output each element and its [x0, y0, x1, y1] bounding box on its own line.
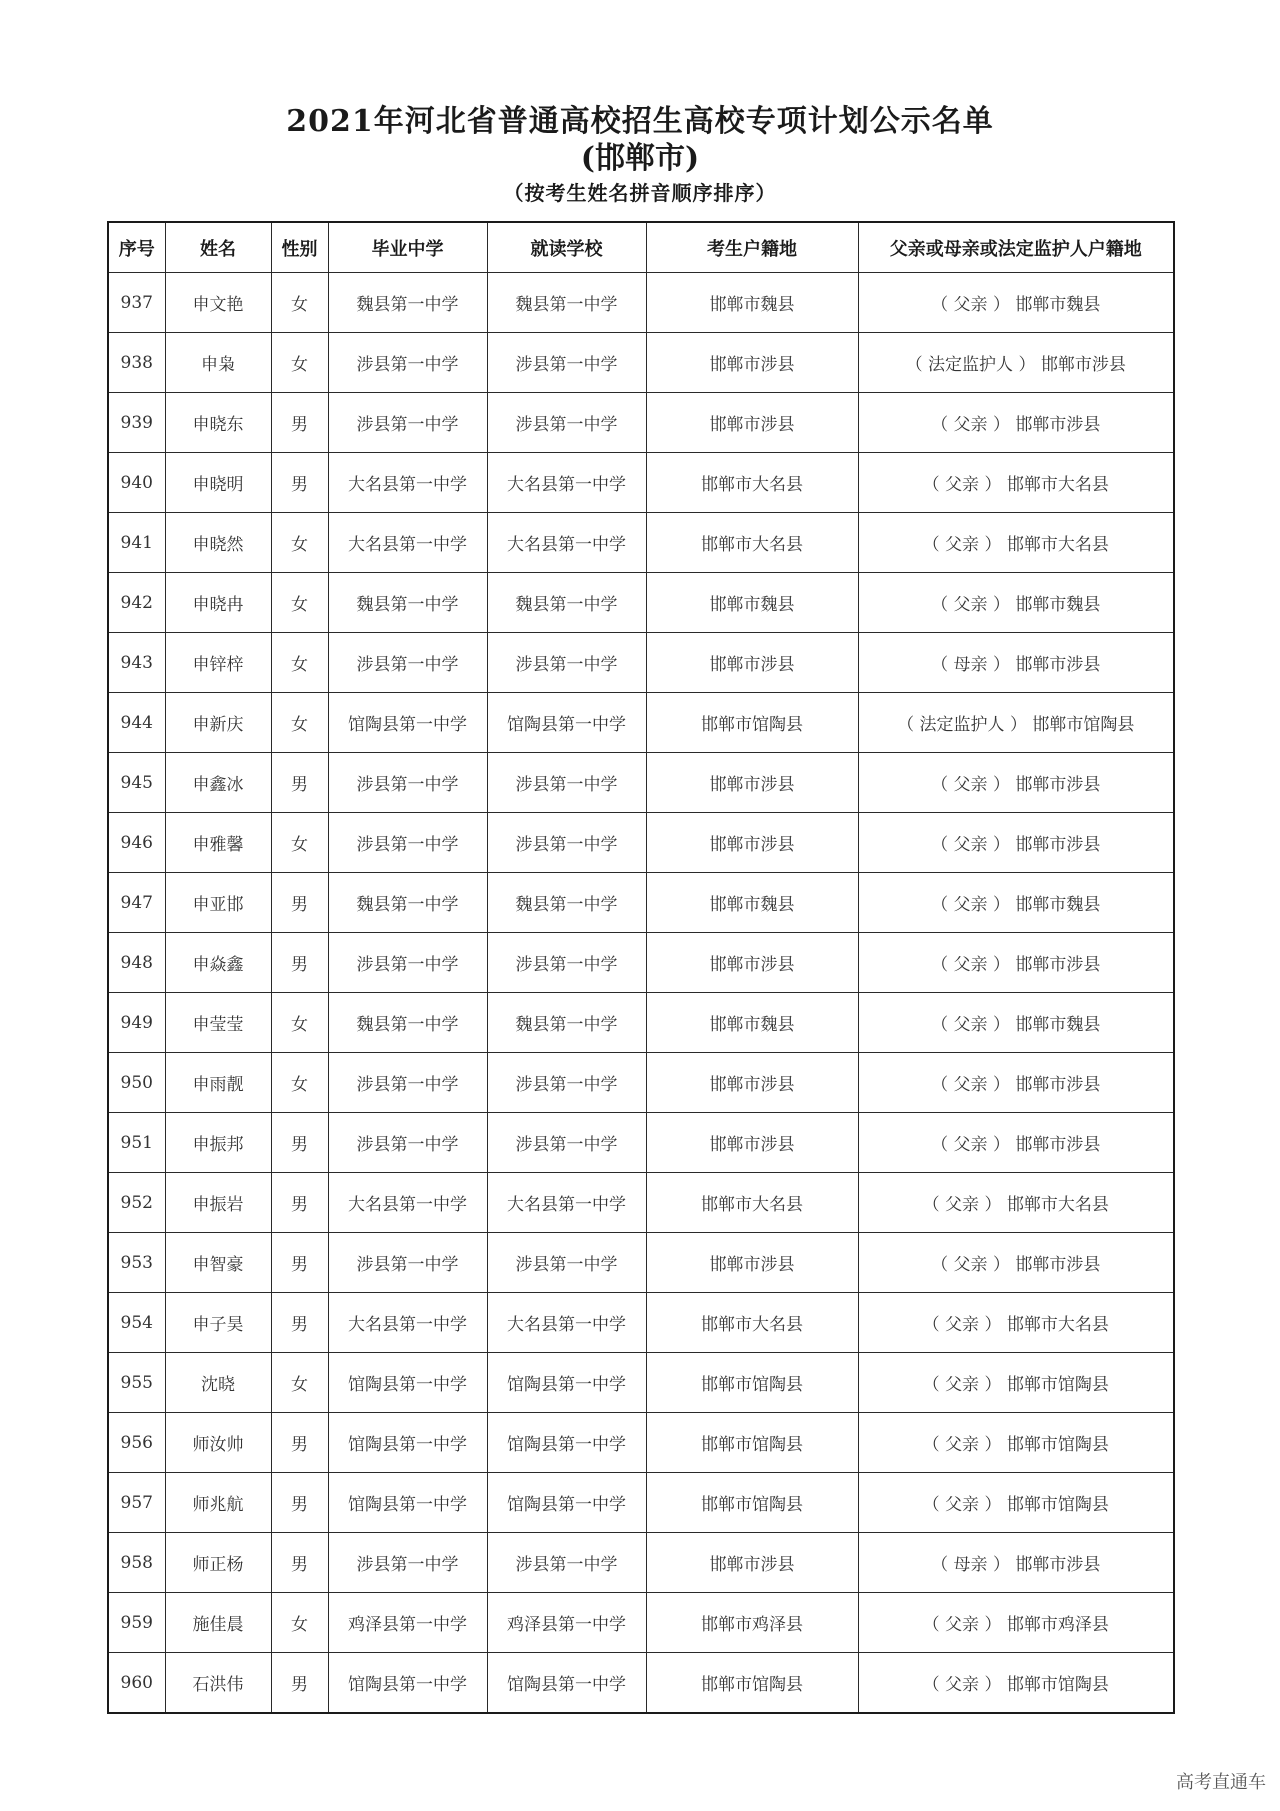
cell-household-registration: 邯郸市馆陶县 — [646, 1653, 858, 1714]
cell-current-school: 馆陶县第一中学 — [487, 1413, 646, 1473]
cell-name: 申晓东 — [165, 393, 271, 453]
cell-seq: 938 — [108, 333, 165, 393]
cell-seq: 941 — [108, 513, 165, 573]
cell-current-school: 涉县第一中学 — [487, 1533, 646, 1593]
cell-name: 师汝帅 — [165, 1413, 271, 1473]
cell-graduation-school: 魏县第一中学 — [328, 873, 487, 933]
cell-graduation-school: 涉县第一中学 — [328, 933, 487, 993]
cell-current-school: 涉县第一中学 — [487, 333, 646, 393]
cell-name: 申鑫冰 — [165, 753, 271, 813]
cell-name: 申智豪 — [165, 1233, 271, 1293]
cell-current-school: 大名县第一中学 — [487, 513, 646, 573]
column-header-current-school: 就读学校 — [487, 222, 646, 273]
cell-current-school: 涉县第一中学 — [487, 1233, 646, 1293]
table-row — [108, 993, 1174, 1053]
cell-guardian-registration: （ 父亲 ） 邯郸市涉县 — [858, 393, 1174, 453]
cell-gender: 男 — [271, 1173, 328, 1233]
cell-household-registration: 邯郸市馆陶县 — [646, 1413, 858, 1473]
cell-household-registration: 邯郸市涉县 — [646, 1053, 858, 1113]
table-row — [108, 1653, 1174, 1714]
cell-seq: 958 — [108, 1533, 165, 1593]
table-row — [108, 1233, 1174, 1293]
cell-name: 申晓冉 — [165, 573, 271, 633]
document-subtitle: (邯郸市) — [580, 141, 700, 176]
cell-gender: 女 — [271, 633, 328, 693]
column-header-gender: 性别 — [271, 222, 328, 273]
cell-name: 申晓明 — [165, 453, 271, 513]
table-row — [108, 1293, 1174, 1353]
cell-gender: 女 — [271, 1053, 328, 1113]
cell-gender: 男 — [271, 1653, 328, 1714]
column-header-graduation-school: 毕业中学 — [328, 222, 487, 273]
cell-name: 申亚邯 — [165, 873, 271, 933]
cell-gender: 男 — [271, 1473, 328, 1533]
cell-household-registration: 邯郸市涉县 — [646, 1113, 858, 1173]
cell-graduation-school: 涉县第一中学 — [328, 333, 487, 393]
sort-note: （按考生姓名拼音顺序排序） — [503, 181, 777, 205]
cell-current-school: 馆陶县第一中学 — [487, 1473, 646, 1533]
cell-gender: 男 — [271, 453, 328, 513]
cell-seq: 943 — [108, 633, 165, 693]
cell-name: 申振邦 — [165, 1113, 271, 1173]
cell-seq: 950 — [108, 1053, 165, 1113]
cell-gender: 男 — [271, 1413, 328, 1473]
cell-graduation-school: 大名县第一中学 — [328, 453, 487, 513]
cell-graduation-school: 涉县第一中学 — [328, 753, 487, 813]
table-row — [108, 513, 1174, 573]
cell-graduation-school: 馆陶县第一中学 — [328, 1413, 487, 1473]
cell-current-school: 馆陶县第一中学 — [487, 1353, 646, 1413]
cell-current-school: 魏县第一中学 — [487, 273, 646, 333]
cell-gender: 男 — [271, 1113, 328, 1173]
cell-name: 沈晓 — [165, 1353, 271, 1413]
cell-name: 师正杨 — [165, 1533, 271, 1593]
cell-current-school: 涉县第一中学 — [487, 1113, 646, 1173]
cell-gender: 女 — [271, 1353, 328, 1413]
cell-household-registration: 邯郸市大名县 — [646, 1293, 858, 1353]
cell-guardian-registration: （ 父亲 ） 邯郸市涉县 — [858, 813, 1174, 873]
cell-graduation-school: 馆陶县第一中学 — [328, 1473, 487, 1533]
cell-household-registration: 邯郸市涉县 — [646, 933, 858, 993]
cell-name: 师兆航 — [165, 1473, 271, 1533]
cell-seq: 953 — [108, 1233, 165, 1293]
cell-seq: 939 — [108, 393, 165, 453]
cell-graduation-school: 涉县第一中学 — [328, 1533, 487, 1593]
table-row — [108, 813, 1174, 873]
table-row — [108, 573, 1174, 633]
cell-guardian-registration: （ 父亲 ） 邯郸市涉县 — [858, 933, 1174, 993]
cell-household-registration: 邯郸市涉县 — [646, 813, 858, 873]
table-row — [108, 1053, 1174, 1113]
cell-graduation-school: 魏县第一中学 — [328, 273, 487, 333]
cell-household-registration: 邯郸市馆陶县 — [646, 693, 858, 753]
cell-gender: 女 — [271, 993, 328, 1053]
cell-name: 申振岩 — [165, 1173, 271, 1233]
cell-guardian-registration: （ 父亲 ） 邯郸市馆陶县 — [858, 1653, 1174, 1714]
cell-household-registration: 邯郸市馆陶县 — [646, 1473, 858, 1533]
cell-guardian-registration: （ 父亲 ） 邯郸市馆陶县 — [858, 1413, 1174, 1473]
table-row — [108, 633, 1174, 693]
column-header-seq: 序号 — [108, 222, 165, 273]
cell-name: 申枭 — [165, 333, 271, 393]
cell-current-school: 馆陶县第一中学 — [487, 1653, 646, 1714]
cell-graduation-school: 馆陶县第一中学 — [328, 1653, 487, 1714]
cell-gender: 男 — [271, 1533, 328, 1593]
cell-seq: 957 — [108, 1473, 165, 1533]
cell-guardian-registration: （ 父亲 ） 邯郸市涉县 — [858, 753, 1174, 813]
cell-household-registration: 邯郸市涉县 — [646, 753, 858, 813]
cell-guardian-registration: （ 父亲 ） 邯郸市馆陶县 — [858, 1473, 1174, 1533]
cell-guardian-registration: （ 父亲 ） 邯郸市大名县 — [858, 1173, 1174, 1233]
table-row — [108, 1593, 1174, 1653]
cell-seq: 942 — [108, 573, 165, 633]
cell-gender: 男 — [271, 933, 328, 993]
cell-name: 申雅馨 — [165, 813, 271, 873]
cell-name: 申新庆 — [165, 693, 271, 753]
cell-guardian-registration: （ 法定监护人 ） 邯郸市涉县 — [858, 333, 1174, 393]
cell-gender: 男 — [271, 393, 328, 453]
cell-name: 石洪伟 — [165, 1653, 271, 1714]
cell-seq: 954 — [108, 1293, 165, 1353]
cell-seq: 956 — [108, 1413, 165, 1473]
document-title: 2021年河北省普通高校招生高校专项计划公示名单 — [286, 104, 994, 139]
cell-seq: 951 — [108, 1113, 165, 1173]
watermark-text: 高考直通车 — [1176, 1772, 1266, 1793]
cell-name: 申焱鑫 — [165, 933, 271, 993]
cell-graduation-school: 涉县第一中学 — [328, 393, 487, 453]
cell-guardian-registration: （ 父亲 ） 邯郸市鸡泽县 — [858, 1593, 1174, 1653]
cell-guardian-registration: （ 法定监护人 ） 邯郸市馆陶县 — [858, 693, 1174, 753]
cell-guardian-registration: （ 父亲 ） 邯郸市魏县 — [858, 993, 1174, 1053]
cell-guardian-registration: （ 父亲 ） 邯郸市馆陶县 — [858, 1353, 1174, 1413]
cell-gender: 女 — [271, 573, 328, 633]
cell-current-school: 魏县第一中学 — [487, 573, 646, 633]
cell-graduation-school: 大名县第一中学 — [328, 1293, 487, 1353]
cell-graduation-school: 涉县第一中学 — [328, 1233, 487, 1293]
cell-household-registration: 邯郸市魏县 — [646, 993, 858, 1053]
cell-current-school: 大名县第一中学 — [487, 1293, 646, 1353]
table-row — [108, 333, 1174, 393]
cell-current-school: 馆陶县第一中学 — [487, 693, 646, 753]
table-row — [108, 693, 1174, 753]
table-row — [108, 273, 1174, 333]
cell-household-registration: 邯郸市鸡泽县 — [646, 1593, 858, 1653]
table-row — [108, 873, 1174, 933]
column-header-guardian-registration: 父亲或母亲或法定监护人户籍地 — [858, 222, 1174, 273]
cell-gender: 女 — [271, 273, 328, 333]
cell-guardian-registration: （ 父亲 ） 邯郸市魏县 — [858, 873, 1174, 933]
cell-seq: 946 — [108, 813, 165, 873]
cell-name: 申文艳 — [165, 273, 271, 333]
cell-household-registration: 邯郸市大名县 — [646, 513, 858, 573]
cell-guardian-registration: （ 父亲 ） 邯郸市魏县 — [858, 573, 1174, 633]
cell-gender: 男 — [271, 873, 328, 933]
cell-graduation-school: 涉县第一中学 — [328, 1113, 487, 1173]
cell-seq: 960 — [108, 1653, 165, 1714]
cell-current-school: 涉县第一中学 — [487, 813, 646, 873]
cell-graduation-school: 大名县第一中学 — [328, 513, 487, 573]
table-row — [108, 453, 1174, 513]
table-row — [108, 393, 1174, 453]
table-header-row — [108, 222, 1174, 273]
cell-gender: 女 — [271, 333, 328, 393]
cell-gender: 女 — [271, 1593, 328, 1653]
cell-seq: 955 — [108, 1353, 165, 1413]
cell-graduation-school: 鸡泽县第一中学 — [328, 1593, 487, 1653]
cell-household-registration: 邯郸市魏县 — [646, 873, 858, 933]
cell-current-school: 大名县第一中学 — [487, 1173, 646, 1233]
cell-guardian-registration: （ 父亲 ） 邯郸市大名县 — [858, 513, 1174, 573]
cell-seq: 937 — [108, 273, 165, 333]
cell-current-school: 涉县第一中学 — [487, 393, 646, 453]
cell-gender: 女 — [271, 513, 328, 573]
cell-household-registration: 邯郸市涉县 — [646, 333, 858, 393]
cell-current-school: 魏县第一中学 — [487, 993, 646, 1053]
cell-household-registration: 邯郸市大名县 — [646, 1173, 858, 1233]
cell-household-registration: 邯郸市馆陶县 — [646, 1353, 858, 1413]
cell-gender: 女 — [271, 693, 328, 753]
cell-graduation-school: 涉县第一中学 — [328, 1053, 487, 1113]
cell-current-school: 涉县第一中学 — [487, 633, 646, 693]
cell-household-registration: 邯郸市涉县 — [646, 393, 858, 453]
table-row — [108, 1473, 1174, 1533]
cell-name: 申子昊 — [165, 1293, 271, 1353]
cell-seq: 945 — [108, 753, 165, 813]
cell-current-school: 鸡泽县第一中学 — [487, 1593, 646, 1653]
table-row — [108, 753, 1174, 813]
cell-seq: 959 — [108, 1593, 165, 1653]
cell-guardian-registration: （ 母亲 ） 邯郸市涉县 — [858, 633, 1174, 693]
cell-seq: 948 — [108, 933, 165, 993]
cell-gender: 男 — [271, 1293, 328, 1353]
cell-guardian-registration: （ 父亲 ） 邯郸市大名县 — [858, 1293, 1174, 1353]
cell-current-school: 涉县第一中学 — [487, 753, 646, 813]
cell-gender: 男 — [271, 1233, 328, 1293]
table-row — [108, 1173, 1174, 1233]
cell-current-school: 大名县第一中学 — [487, 453, 646, 513]
cell-gender: 男 — [271, 753, 328, 813]
cell-guardian-registration: （ 父亲 ） 邯郸市涉县 — [858, 1233, 1174, 1293]
cell-household-registration: 邯郸市魏县 — [646, 273, 858, 333]
cell-name: 施佳晨 — [165, 1593, 271, 1653]
cell-current-school: 涉县第一中学 — [487, 1053, 646, 1113]
cell-graduation-school: 魏县第一中学 — [328, 993, 487, 1053]
column-header-household-registration: 考生户籍地 — [646, 222, 858, 273]
cell-graduation-school: 馆陶县第一中学 — [328, 1353, 487, 1413]
roster-table — [107, 221, 1175, 1714]
table-row — [108, 933, 1174, 993]
table-row — [108, 1413, 1174, 1473]
cell-current-school: 涉县第一中学 — [487, 933, 646, 993]
cell-seq: 947 — [108, 873, 165, 933]
cell-graduation-school: 魏县第一中学 — [328, 573, 487, 633]
cell-graduation-school: 涉县第一中学 — [328, 633, 487, 693]
cell-guardian-registration: （ 父亲 ） 邯郸市涉县 — [858, 1053, 1174, 1113]
cell-seq: 949 — [108, 993, 165, 1053]
table-row — [108, 1533, 1174, 1593]
cell-name: 申莹莹 — [165, 993, 271, 1053]
cell-name: 申晓然 — [165, 513, 271, 573]
cell-guardian-registration: （ 父亲 ） 邯郸市涉县 — [858, 1113, 1174, 1173]
table-body — [108, 273, 1174, 1714]
cell-seq: 952 — [108, 1173, 165, 1233]
cell-graduation-school: 大名县第一中学 — [328, 1173, 487, 1233]
cell-household-registration: 邯郸市大名县 — [646, 453, 858, 513]
cell-guardian-registration: （ 母亲 ） 邯郸市涉县 — [858, 1533, 1174, 1593]
cell-graduation-school: 涉县第一中学 — [328, 813, 487, 873]
cell-name: 申雨靓 — [165, 1053, 271, 1113]
table-row — [108, 1113, 1174, 1173]
cell-current-school: 魏县第一中学 — [487, 873, 646, 933]
column-header-name: 姓名 — [165, 222, 271, 273]
cell-household-registration: 邯郸市魏县 — [646, 573, 858, 633]
cell-household-registration: 邯郸市涉县 — [646, 633, 858, 693]
cell-household-registration: 邯郸市涉县 — [646, 1233, 858, 1293]
cell-seq: 940 — [108, 453, 165, 513]
cell-gender: 女 — [271, 813, 328, 873]
cell-guardian-registration: （ 父亲 ） 邯郸市大名县 — [858, 453, 1174, 513]
cell-guardian-registration: （ 父亲 ） 邯郸市魏县 — [858, 273, 1174, 333]
cell-seq: 944 — [108, 693, 165, 753]
table-row — [108, 1353, 1174, 1413]
cell-name: 申锌梓 — [165, 633, 271, 693]
cell-household-registration: 邯郸市涉县 — [646, 1533, 858, 1593]
cell-graduation-school: 馆陶县第一中学 — [328, 693, 487, 753]
